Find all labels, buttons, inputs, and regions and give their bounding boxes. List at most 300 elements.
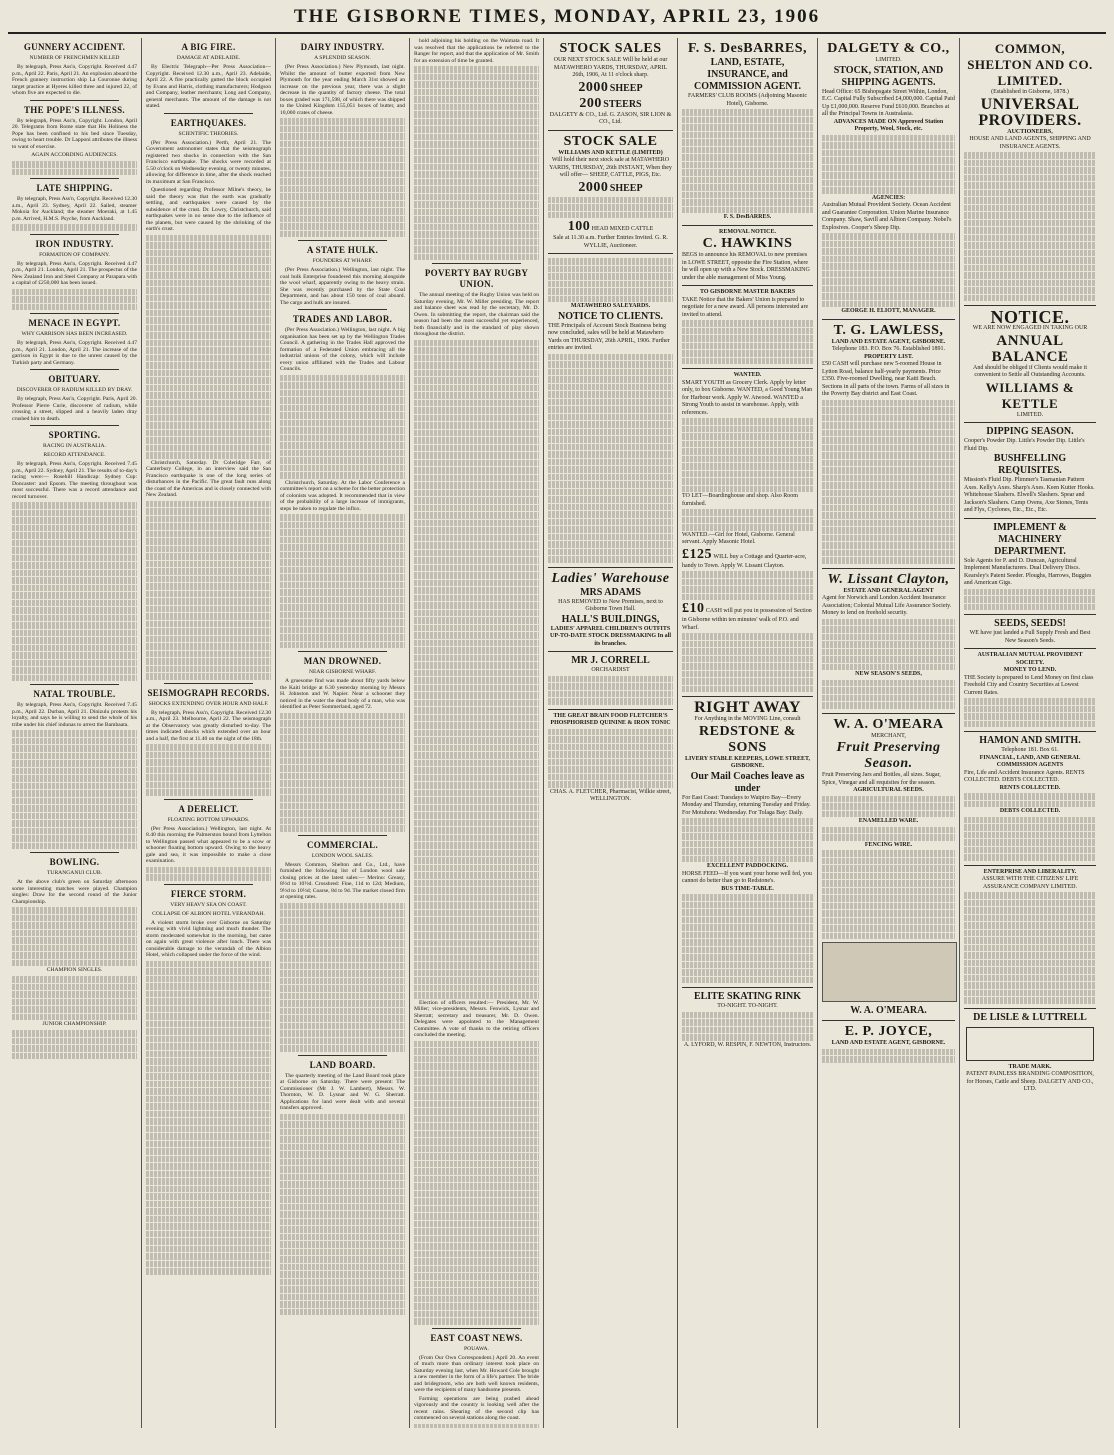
text-line — [964, 287, 1096, 294]
text-line — [548, 466, 673, 473]
text-line — [682, 343, 813, 350]
text-line — [414, 400, 539, 407]
text-line — [548, 759, 673, 766]
text-line — [414, 872, 539, 879]
text-line — [414, 1056, 539, 1063]
building-engraving-image — [822, 942, 957, 1002]
text-line — [822, 475, 955, 482]
text-line — [414, 587, 539, 594]
text-line — [822, 865, 955, 872]
ad-heading: FENCING WIRE. — [864, 841, 913, 848]
text-line — [822, 873, 955, 880]
ad-text: WILL buy a Cottage and Quarter-acre, handy to Town. Apply W. Lissant Clayton. — [682, 553, 807, 569]
divider — [30, 684, 119, 685]
text-line — [682, 162, 813, 169]
text-line — [280, 1136, 405, 1143]
text-line — [12, 577, 137, 584]
ad-text: TAKE Notice that the Bakers' Union is prepared to negotiate for a new award. All persons interested are invited to attend. — [682, 296, 809, 318]
column-4 — [410, 38, 544, 1428]
article-trades-2: Christchurch, Saturday. At the Labor Conference a committee's report on a scheme for the better protection of colonists was adopted. It recommended that in view of the probability of a large increase of immigrants, steps be taken to regulate the influx. — [280, 479, 405, 512]
ad-text: BEGS to announce his REMOVAL to new premises in LOWE STREET, opposite the Fire Station, where he will open up with a New Stock. DRESSMAKING under the able management of Miss Young. — [682, 252, 810, 281]
text-line — [280, 1030, 405, 1037]
text-line — [414, 625, 539, 632]
text-line — [280, 612, 405, 619]
text-line — [548, 766, 673, 773]
text-line — [548, 549, 673, 556]
ad-stock-sales-dalgety — [548, 38, 673, 131]
text-line — [822, 165, 955, 172]
text-line — [146, 332, 271, 339]
ad-text: WE have just landed a Full Supply Fresh and Best New Season's Seeds. — [969, 630, 1091, 644]
trade-mark-logo — [966, 1027, 1094, 1061]
text-line — [964, 160, 1096, 167]
text-line — [414, 632, 539, 639]
text-line — [12, 637, 137, 644]
text-line — [682, 833, 813, 840]
text-line — [12, 805, 137, 812]
text-line — [548, 683, 673, 690]
subhead-state-hulk: FOUNDERS AT WHARF. — [312, 258, 373, 264]
ad-name: W. Lissant Clayton, — [827, 571, 950, 587]
text-line — [146, 287, 271, 294]
text-line — [146, 998, 271, 1005]
text-line — [414, 775, 539, 782]
text-line — [280, 780, 405, 787]
text-line — [964, 212, 1096, 219]
ad-omeara — [822, 714, 955, 1022]
text-line — [682, 169, 813, 176]
text-line — [146, 1103, 271, 1110]
text-line — [414, 857, 539, 864]
text-line — [822, 301, 955, 308]
text-line — [414, 970, 539, 977]
text-line — [964, 990, 1096, 997]
text-line — [682, 818, 813, 825]
ad-price: £10 — [682, 601, 705, 616]
headline-late-shipping: LATE SHIPPING. — [36, 183, 113, 193]
text-line — [414, 1093, 539, 1100]
divider — [30, 234, 119, 235]
text-line — [280, 948, 405, 955]
text-line — [414, 670, 539, 677]
text-line — [548, 369, 673, 376]
ad-subtitle: LIVERY STABLE KEEPERS, LOWE STREET, GISBORNE. — [684, 755, 811, 769]
ad-lines: LADIES' APPAREL CHILDREN'S OUTFITS UP-TO-DATE STOCK DRESSMAKING In all its branches. — [549, 625, 672, 647]
text-line — [146, 1043, 271, 1050]
ad-footer: Sale at 11.30 a.m. Further Entries Invited. G. R. WYLLIE, Auctioneer. — [553, 235, 668, 249]
text-line — [414, 482, 539, 489]
text-line — [822, 1056, 955, 1063]
text-line — [414, 1161, 539, 1168]
text-line — [414, 1258, 539, 1265]
text-line — [964, 235, 1096, 242]
ad-text: THE Principals of Account Stock Business being now concluded, sales will be held at Matawhero Yards on THURSDAY, 26th APRIL, 1906. Further entries are invited. — [548, 322, 670, 351]
ad-text: SMART YOUTH as Grocery Clerk. Apply by letter only, to box Gisborne. WANTED, a Good Young Man for Harbour work. Apply W. Atwood. WANTED a Strong Youth to assist in warehouse. Apply, with references. — [682, 379, 813, 416]
text-line — [12, 1053, 137, 1060]
text-line — [682, 571, 813, 578]
text-line — [280, 910, 405, 917]
text-line — [414, 595, 539, 602]
text-line — [964, 272, 1096, 279]
headline-east-coast: EAST COAST NEWS. — [430, 1332, 523, 1343]
ad-subtitle: (Established in Gisborne, 1878.) — [991, 89, 1069, 95]
text-line — [12, 1014, 137, 1021]
text-line — [280, 1023, 405, 1030]
text-line — [964, 190, 1096, 197]
text-line — [682, 633, 813, 640]
text-line — [414, 66, 539, 73]
text-line — [822, 557, 955, 564]
column-8 — [960, 38, 1100, 1428]
text-line — [414, 542, 539, 549]
text-line — [548, 288, 673, 295]
text-line — [414, 910, 539, 917]
text-line — [280, 420, 405, 427]
ad-heading: NEW SEASON'S SEEDS, — [855, 671, 922, 677]
ad-heading: THE GREAT BRAIN FOOD FLETCHER'S PHOSPHORISED QUININE & IRON TONIC — [550, 712, 671, 726]
text-line — [414, 805, 539, 812]
text-line — [146, 782, 271, 789]
ad-heading: NOTICE. — [990, 307, 1070, 327]
text-line — [280, 1181, 405, 1188]
text-line — [12, 660, 137, 667]
ad-count-label: SHEEP — [609, 182, 643, 194]
article-land-continued: hold adjoining his holding on the Waimata road. It was resolved that the applications be referred to the Ranger for report, and that the application of Mr. Smith for an extension of time be granted. — [414, 38, 539, 64]
text-line — [280, 728, 405, 735]
text-line — [146, 1223, 271, 1230]
text-line — [146, 302, 271, 309]
column-5 — [544, 38, 678, 1428]
ad-name: MR J. CORRELL — [571, 655, 650, 666]
text-line — [146, 295, 271, 302]
ad-redstone — [682, 697, 813, 988]
text-line — [146, 759, 271, 766]
text-line — [822, 649, 955, 656]
text-line — [146, 752, 271, 759]
masthead — [8, 6, 1106, 34]
text-line — [682, 117, 813, 124]
text-line — [822, 687, 955, 694]
text-line — [280, 442, 405, 449]
ad-text: THE Society is prepared to Lend Money on first class Freehold City and Country Securities at Lowest Current Rates. — [964, 674, 1094, 696]
text-line — [964, 967, 1096, 974]
divider — [30, 178, 119, 179]
subhead-derelict: FLOATING BOTTOM UPWARDS. — [167, 816, 250, 823]
text-line — [682, 641, 813, 648]
text-line — [12, 502, 137, 509]
text-line — [146, 516, 271, 523]
headline-state-hulk: A STATE HULK. — [306, 245, 379, 255]
ad-heading: DEBTS COLLECTED. — [999, 808, 1061, 814]
text-line — [964, 817, 1096, 824]
text-line — [414, 730, 539, 737]
text-line — [146, 1261, 271, 1268]
text-line — [146, 370, 271, 377]
text-line — [12, 547, 137, 554]
text-line — [414, 707, 539, 714]
text-line — [12, 991, 137, 998]
text-line — [964, 915, 1096, 922]
text-line — [280, 193, 405, 200]
text-line — [146, 1246, 271, 1253]
text-line — [822, 550, 955, 557]
text-line — [414, 1138, 539, 1145]
ad-signature: GEORGE H. ELIOTT, MANAGER. — [841, 308, 936, 314]
text-line — [414, 797, 539, 804]
ad-ladies-warehouse — [548, 568, 673, 653]
text-line — [146, 991, 271, 998]
text-line — [682, 947, 813, 954]
text-line — [414, 1311, 539, 1318]
text-line — [414, 880, 539, 887]
text-line — [280, 1279, 405, 1286]
subhead-seismograph: SHOCKS EXTENDING OVER HOUR AND HALF. — [148, 700, 269, 707]
ad-count-label: HEAD MIXED CATTLE — [591, 226, 654, 232]
headline-seismograph: SEISMOGRAPH RECORDS. — [147, 687, 270, 698]
text-line — [964, 721, 1096, 728]
text-line — [280, 1286, 405, 1293]
text-line — [682, 184, 813, 191]
text-line — [12, 775, 137, 782]
text-line — [682, 1012, 813, 1019]
text-line — [12, 289, 137, 296]
ad-count: 2000 — [578, 79, 609, 95]
article-dairy: (Per Press Association.) New Plymouth, last night. Whilst the amount of butter exported from New Plymouth for the year ending March 31st showed an increase on the previous year, there was a slight decrease in the quantity of factory cheese. The total boxes graded was 171,598, of which there was shipped to the United Kingdom 155,051 boxes of butter, and 10,000 crates of cheese. — [280, 64, 405, 116]
text-line — [964, 295, 1096, 302]
ad-subtitle: LAND AND ESTATE AGENT, GISBORNE. — [831, 1040, 946, 1046]
ad-subtitle: FINANCIAL, LAND, AND GENERAL COMMISSION AGENTS — [979, 754, 1081, 768]
article-rugby: The annual meeting of the Rugby Union was held on Saturday evening, Mr. W. Miller presiding. The report and balance sheet was read by the secretary, Mr. D. Owen. In submitting the report, the chairman said the season had been the most successful yet experienced, both financially and in the standard of play shown throughout the district. — [414, 292, 539, 337]
text-line — [822, 925, 955, 932]
text-line — [414, 527, 539, 534]
text-line — [682, 132, 813, 139]
text-line — [280, 825, 405, 832]
ad-text: HAS REMOVED to New Premises, next to Gisborne Town Hall. — [558, 598, 663, 612]
article-pope: By telegraph, Press Ass'n, Copyright. London, April 20. Telegrams from Rome state that His Holiness the Pope has been confined to his bed since Tuesday, owing to heart trouble. Dr Lapponi attributes the illness to want of exercise. — [12, 117, 137, 150]
text-line — [822, 619, 955, 626]
ad-lines: STOCK, STATION, AND SHIPPING AGENTS. — [833, 64, 944, 88]
text-line — [822, 903, 955, 910]
text-line — [822, 1049, 955, 1056]
text-line — [414, 1041, 539, 1048]
ad-subtitle: LIMITED. — [1016, 411, 1044, 418]
text-line — [822, 497, 955, 504]
text-line — [822, 271, 955, 278]
text-line — [280, 918, 405, 925]
text-line — [414, 475, 539, 482]
text-line — [414, 239, 539, 246]
text-line — [414, 385, 539, 392]
text-line — [280, 435, 405, 442]
text-line — [280, 758, 405, 765]
text-line — [146, 553, 271, 560]
text-line — [12, 915, 137, 922]
subhead-albion: COLLAPSE OF ALBION HOTEL VERANDAH. — [152, 910, 265, 917]
text-line — [414, 437, 539, 444]
text-line — [414, 224, 539, 231]
text-line — [414, 662, 539, 669]
text-line — [822, 445, 955, 452]
text-line — [964, 167, 1096, 174]
text-line — [414, 715, 539, 722]
text-line — [414, 377, 539, 384]
headline-bowling: BOWLING. — [49, 857, 100, 867]
text-line — [146, 1073, 271, 1080]
text-line — [964, 801, 1096, 808]
ad-skating-rink — [682, 988, 813, 1052]
text-line — [414, 209, 539, 216]
ad-text: HOUSE AND LAND AGENTS, SHIPPING AND INSURANCE AGENTS. — [969, 136, 1091, 150]
text-line — [146, 983, 271, 990]
text-line — [280, 163, 405, 170]
text-line — [146, 508, 271, 515]
ad-name: MRS ADAMS — [580, 586, 641, 598]
headline-land-board: LAND BOARD. — [309, 1059, 376, 1070]
text-line — [414, 119, 539, 126]
text-line — [146, 422, 271, 429]
text-line — [414, 992, 539, 999]
text-line — [146, 1058, 271, 1065]
text-line — [146, 1186, 271, 1193]
text-line — [822, 505, 955, 512]
text-line — [12, 753, 137, 760]
text-line — [548, 384, 673, 391]
headline-natal: NATAL TROUBLE. — [33, 689, 116, 699]
text-line — [822, 626, 955, 633]
text-line — [280, 735, 405, 742]
text-line — [414, 505, 539, 512]
text-line — [146, 531, 271, 538]
text-line — [682, 917, 813, 924]
text-line — [12, 907, 137, 914]
text-line — [682, 826, 813, 833]
text-line — [682, 848, 813, 855]
text-line — [146, 523, 271, 530]
subhead-champion-singles: CHAMPION SINGLES. — [46, 967, 103, 973]
text-line — [682, 471, 813, 478]
text-line — [414, 460, 539, 467]
divider — [30, 369, 119, 370]
divider — [30, 852, 119, 853]
text-line — [146, 355, 271, 362]
text-line — [822, 490, 955, 497]
text-line — [12, 1030, 137, 1037]
subhead-drowned: NEAR GISBORNE WHARF. — [308, 669, 377, 675]
text-line — [414, 1191, 539, 1198]
text-line — [414, 812, 539, 819]
text-line — [964, 713, 1096, 720]
text-line — [822, 695, 955, 702]
divider — [164, 799, 253, 800]
text-line — [822, 135, 955, 142]
text-line — [146, 385, 271, 392]
text-line — [12, 745, 137, 752]
text-line — [822, 293, 955, 300]
divider — [164, 884, 253, 885]
text-line — [12, 562, 137, 569]
text-line — [414, 1318, 539, 1325]
headline-commercial: COMMERCIAL. — [306, 839, 379, 850]
text-line — [414, 89, 539, 96]
text-line — [414, 179, 539, 186]
ad-joyce — [822, 1021, 955, 1067]
ad-address: FARMERS' CLUB ROOMS (Adjoining Masonic Hotel), Gisborne. — [688, 93, 807, 107]
text-line — [146, 538, 271, 545]
text-line — [12, 607, 137, 614]
ad-name: REDSTONE & SONS — [699, 723, 796, 755]
text-line — [280, 713, 405, 720]
text-line — [146, 501, 271, 508]
text-line — [146, 257, 271, 264]
text-line — [146, 1178, 271, 1185]
ad-annual-balance — [964, 306, 1096, 423]
text-line — [414, 1288, 539, 1295]
text-line — [682, 478, 813, 485]
text-line — [548, 399, 673, 406]
text-line — [822, 422, 955, 429]
text-line — [280, 955, 405, 962]
text-line — [548, 429, 673, 436]
text-line — [964, 596, 1096, 603]
text-line — [146, 606, 271, 613]
text-line — [682, 909, 813, 916]
text-line — [964, 975, 1096, 982]
article-bowling: At the above club's green on Saturday afternoon some interesting matches were played. Champion singles: Draw for the second round of the Junior Championship. — [12, 879, 137, 905]
ad-count: 2000 — [578, 179, 609, 195]
ad-text: CASH will put you in possession of Section in Gisborne within ten minutes' walk of P.O. and Wharf. — [682, 608, 812, 631]
text-line — [280, 514, 405, 521]
text-line — [280, 118, 405, 125]
text-line — [414, 865, 539, 872]
text-line — [414, 370, 539, 377]
text-line — [146, 1096, 271, 1103]
divider — [432, 263, 521, 264]
text-line — [280, 1038, 405, 1045]
text-line — [146, 1081, 271, 1088]
text-line — [146, 452, 271, 459]
text-line — [682, 517, 813, 524]
text-line — [414, 1206, 539, 1213]
text-line — [414, 1131, 539, 1138]
text-line — [146, 658, 271, 665]
text-line — [548, 361, 673, 368]
text-line — [682, 192, 813, 199]
text-line — [146, 583, 271, 590]
text-line — [548, 444, 673, 451]
text-line — [280, 390, 405, 397]
text-line — [548, 691, 673, 698]
text-line — [146, 1171, 271, 1178]
text-line — [280, 208, 405, 215]
text-line — [280, 522, 405, 529]
text-line — [822, 142, 955, 149]
text-line — [280, 1015, 405, 1022]
text-line — [280, 743, 405, 750]
text-line — [414, 452, 539, 459]
headline-iron: IRON INDUSTRY. — [35, 238, 114, 249]
text-line — [146, 242, 271, 249]
ad-heading: BUS TIME-TABLE. — [721, 885, 774, 892]
text-line — [822, 278, 955, 285]
text-line — [12, 783, 137, 790]
text-line — [146, 636, 271, 643]
text-line — [964, 832, 1096, 839]
ad-address: HALL'S BUILDINGS, — [561, 613, 660, 625]
text-line — [146, 272, 271, 279]
text-line — [414, 1108, 539, 1115]
text-line — [146, 400, 271, 407]
ad-firm: DALGETY & CO., Ltd. G. ZASON, SIR LION & CO., Ltd. — [549, 111, 672, 125]
